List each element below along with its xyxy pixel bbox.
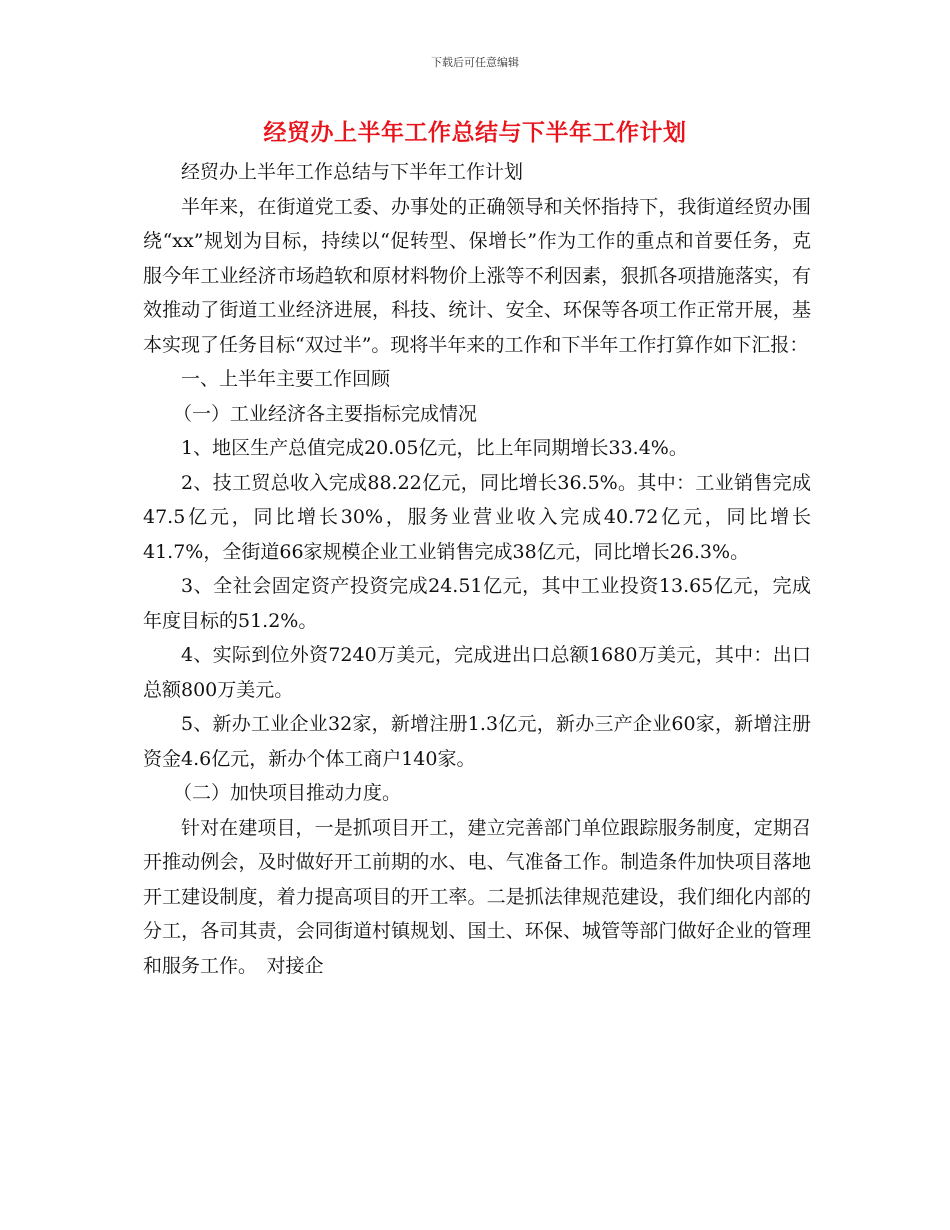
paragraph-subtitle: 经贸办上半年工作总结与下半年工作计划	[181, 161, 524, 183]
page-header-note: 下载后可任意编辑	[431, 56, 519, 69]
paragraph-projects: 针对在建项目，一是抓项目开工，建立完善部门单位跟踪服务制度，定期召开推动例会，及时做好开工前期的水、电、气准备工作。制造条件加快项目落地开工建设制度，着力提高项目的开工率。二是抓法律规范建设，我们细化内部的分工，各司其责，会同街道村镇规划、国土、环保、城管等部门做好企业的管理和服务工作。 对接企	[143, 816, 811, 977]
subsection-heading-projects: （二）加快项目推动力度。	[173, 782, 402, 804]
paragraph-item-4: 4、实际到位外资7240万美元，完成进出口总额1680万美元，其中：出口总额800万美元。	[143, 644, 811, 701]
document-title: 经贸办上半年工作总结与下半年工作计划	[263, 119, 687, 146]
paragraph-item-1: 1、地区生产总值完成20.05亿元，比上年同期增长33.4%。	[181, 437, 688, 459]
paragraph-intro: 半年来，在街道党工委、办事处的正确领导和关怀指持下，我街道经贸办围绕“xx”规划为目标，持续以“促转型、保增长”作为工作的重点和首要任务，克服今年工业经济市场趋软和原材料物价上涨等不利因素，狠抓各项措施落实，有效推动了街道工业经济进展，科技、统计、安全、环保等各项工作正常开展，基本实现了任务目标“双过半”。现将半年来的工作和下半年工作打算作如下汇报：	[143, 195, 811, 356]
document-body	[143, 155, 811, 983]
paragraph-item-3: 3、全社会固定资产投资完成24.51亿元，其中工业投资13.65亿元，完成年度目标的51.2%。	[143, 575, 811, 632]
section-heading-review: 一、上半年主要工作回顾	[181, 368, 391, 390]
subsection-heading-indicators: （一）工业经济各主要指标完成情况	[173, 402, 478, 425]
paragraph-item-2: 2、技工贸总收入完成88.22亿元，同比增长36.5%。其中：工业销售完成47.5亿元，同比增长30%，服务业营业收入完成40.72亿元，同比增长41.7%，全街道66家规模企业工业销售完成38亿元，同比增长26.3%。	[143, 471, 811, 563]
paragraph-item-5: 5、新办工业企业32家，新增注册1.3亿元，新办三产企业60家，新增注册资金4.6亿元，新办个体工商户140家。	[143, 713, 811, 770]
